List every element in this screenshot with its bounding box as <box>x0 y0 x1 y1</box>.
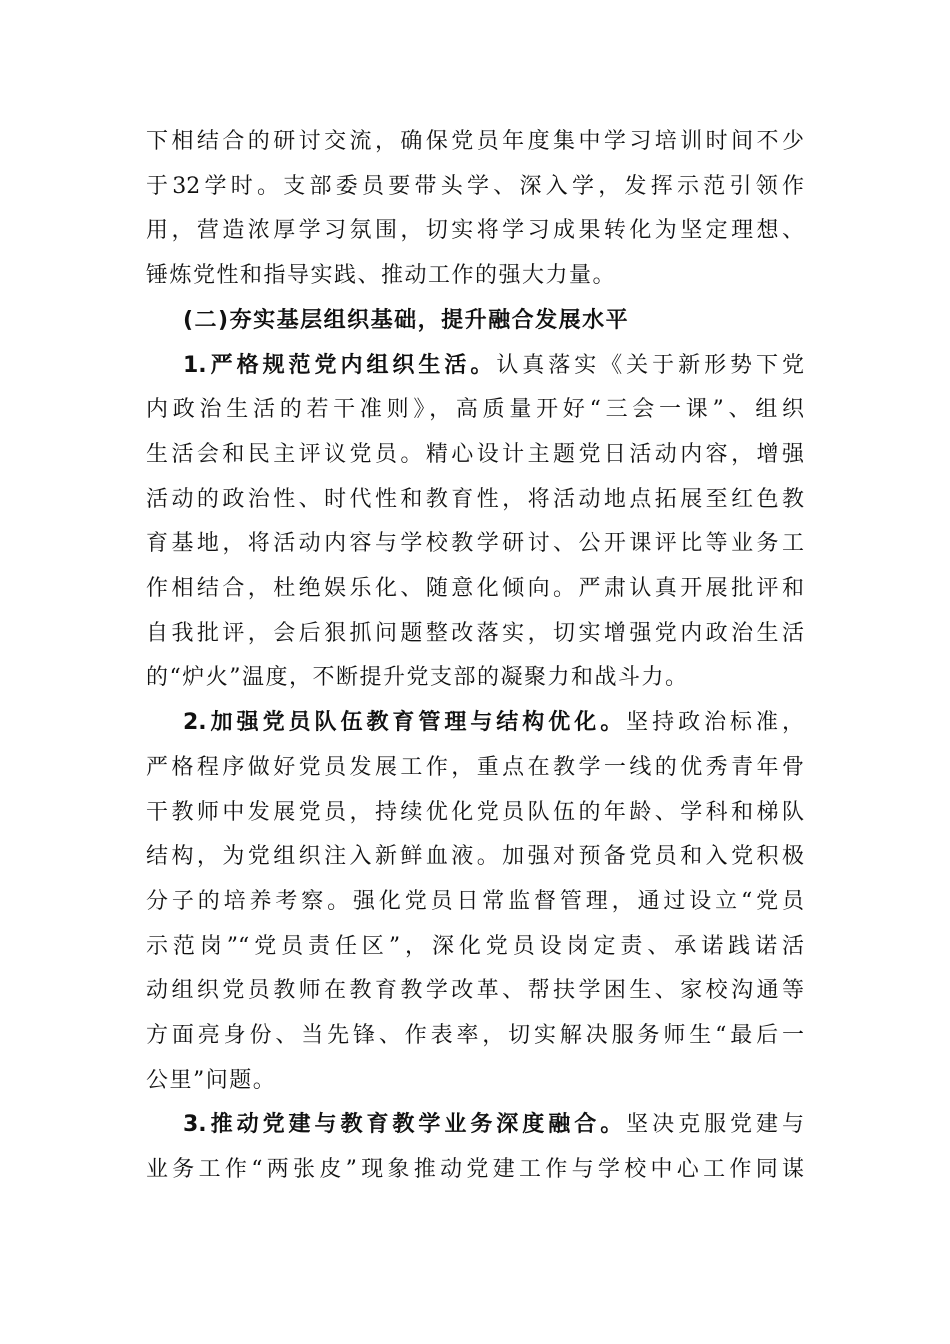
line-text: 于32学时。支部委员要带头学、深入学，发挥示范引领作 <box>146 173 804 199</box>
line-text: 方面亮身份、当先锋、作表率，切实解决服务师生“最后一 <box>146 1023 804 1048</box>
text-line <box>146 887 804 917</box>
text-line <box>146 574 804 604</box>
text-line <box>146 619 804 649</box>
line-text: 育基地，将活动内容与学校教学研讨、公开课评比等业务工 <box>146 531 804 557</box>
text-line <box>146 753 804 783</box>
text-line <box>146 529 804 559</box>
line-text: 活动的政治性、时代性和教育性，将活动地点拓展至红色教 <box>146 486 804 512</box>
line-text: 坚持政治标准， <box>626 710 804 736</box>
line-text: 动组织党员教师在教育教学改革、帮扶学困生、家校沟通等 <box>146 978 804 1004</box>
text-line <box>146 485 804 515</box>
text-line <box>146 395 804 425</box>
line-text: 内政治生活的若干准则》，高质量开好“三会一课”、组织 <box>146 397 804 423</box>
text-line <box>146 842 804 872</box>
text-line <box>146 261 804 291</box>
text-line <box>146 1155 804 1185</box>
bold-lead-phrase: 3.推动党建与教育教学业务深度融合。 <box>183 1112 627 1138</box>
bold-lead-phrase: 2.加强党员队伍教育管理与结构优化。 <box>183 710 627 736</box>
line-text: 下相结合的研讨交流，确保党员年度集中学习培训时间不少 <box>146 129 804 154</box>
text-line <box>146 976 804 1006</box>
line-text: 分子的培养考察。强化党员日常监督管理，通过设立“党员 <box>146 888 804 914</box>
line-text: 自我批评，会后狠抓问题整改落实，切实增强党内政治生活 <box>146 620 804 646</box>
text-line <box>146 932 804 962</box>
text-line <box>146 798 804 828</box>
line-text: 干教师中发展党员，持续优化党员队伍的年龄、学科和梯队 <box>146 799 804 825</box>
line-text: 业务工作“两张皮”现象推动党建工作与学校中心工作同谋 <box>146 1157 804 1183</box>
text-line <box>146 708 804 738</box>
line-text: 严格程序做好党员发展工作，重点在教学一线的优秀青年骨 <box>146 754 804 780</box>
line-text: 公里”问题。 <box>146 1067 277 1093</box>
text-line <box>146 1066 804 1096</box>
text-line <box>146 440 804 470</box>
bold-lead-phrase: 1.严格规范党内组织生活。 <box>183 352 497 378</box>
text-line <box>146 663 804 693</box>
line-text: 锤炼党性和指导实践、推动工作的强大力量。 <box>146 263 617 289</box>
text-line <box>146 1021 804 1051</box>
text-line <box>146 1110 804 1140</box>
section-heading <box>146 306 804 336</box>
line-text: 用，营造浓厚学习氛围，切实将学习成果转化为坚定理想、 <box>146 218 804 244</box>
line-text: 的“炉火”温度，不断提升党支部的凝聚力和战斗力。 <box>146 665 689 691</box>
line-text: 结构，为党组织注入新鲜血液。加强对预备党员和入党积极 <box>146 844 804 870</box>
text-line <box>146 127 804 157</box>
bold-lead-phrase: (二)夯实基层组织基础，提升融合发展水平 <box>183 307 630 333</box>
line-text: 示范岗”“党员责任区”，深化党员设岗定责、承诺践诺活 <box>146 933 804 959</box>
line-text: 生活会和民主评议党员。精心设计主题党日活动内容，增强 <box>146 441 804 467</box>
line-text: 坚决克服党建与 <box>626 1112 804 1138</box>
line-text: 作相结合，杜绝娱乐化、随意化倾向。严肃认真开展批评和 <box>146 576 804 601</box>
text-line <box>146 172 804 202</box>
line-text: 认真落实《关于新形势下党 <box>496 352 804 378</box>
text-line <box>146 351 804 381</box>
text-line <box>146 216 804 246</box>
